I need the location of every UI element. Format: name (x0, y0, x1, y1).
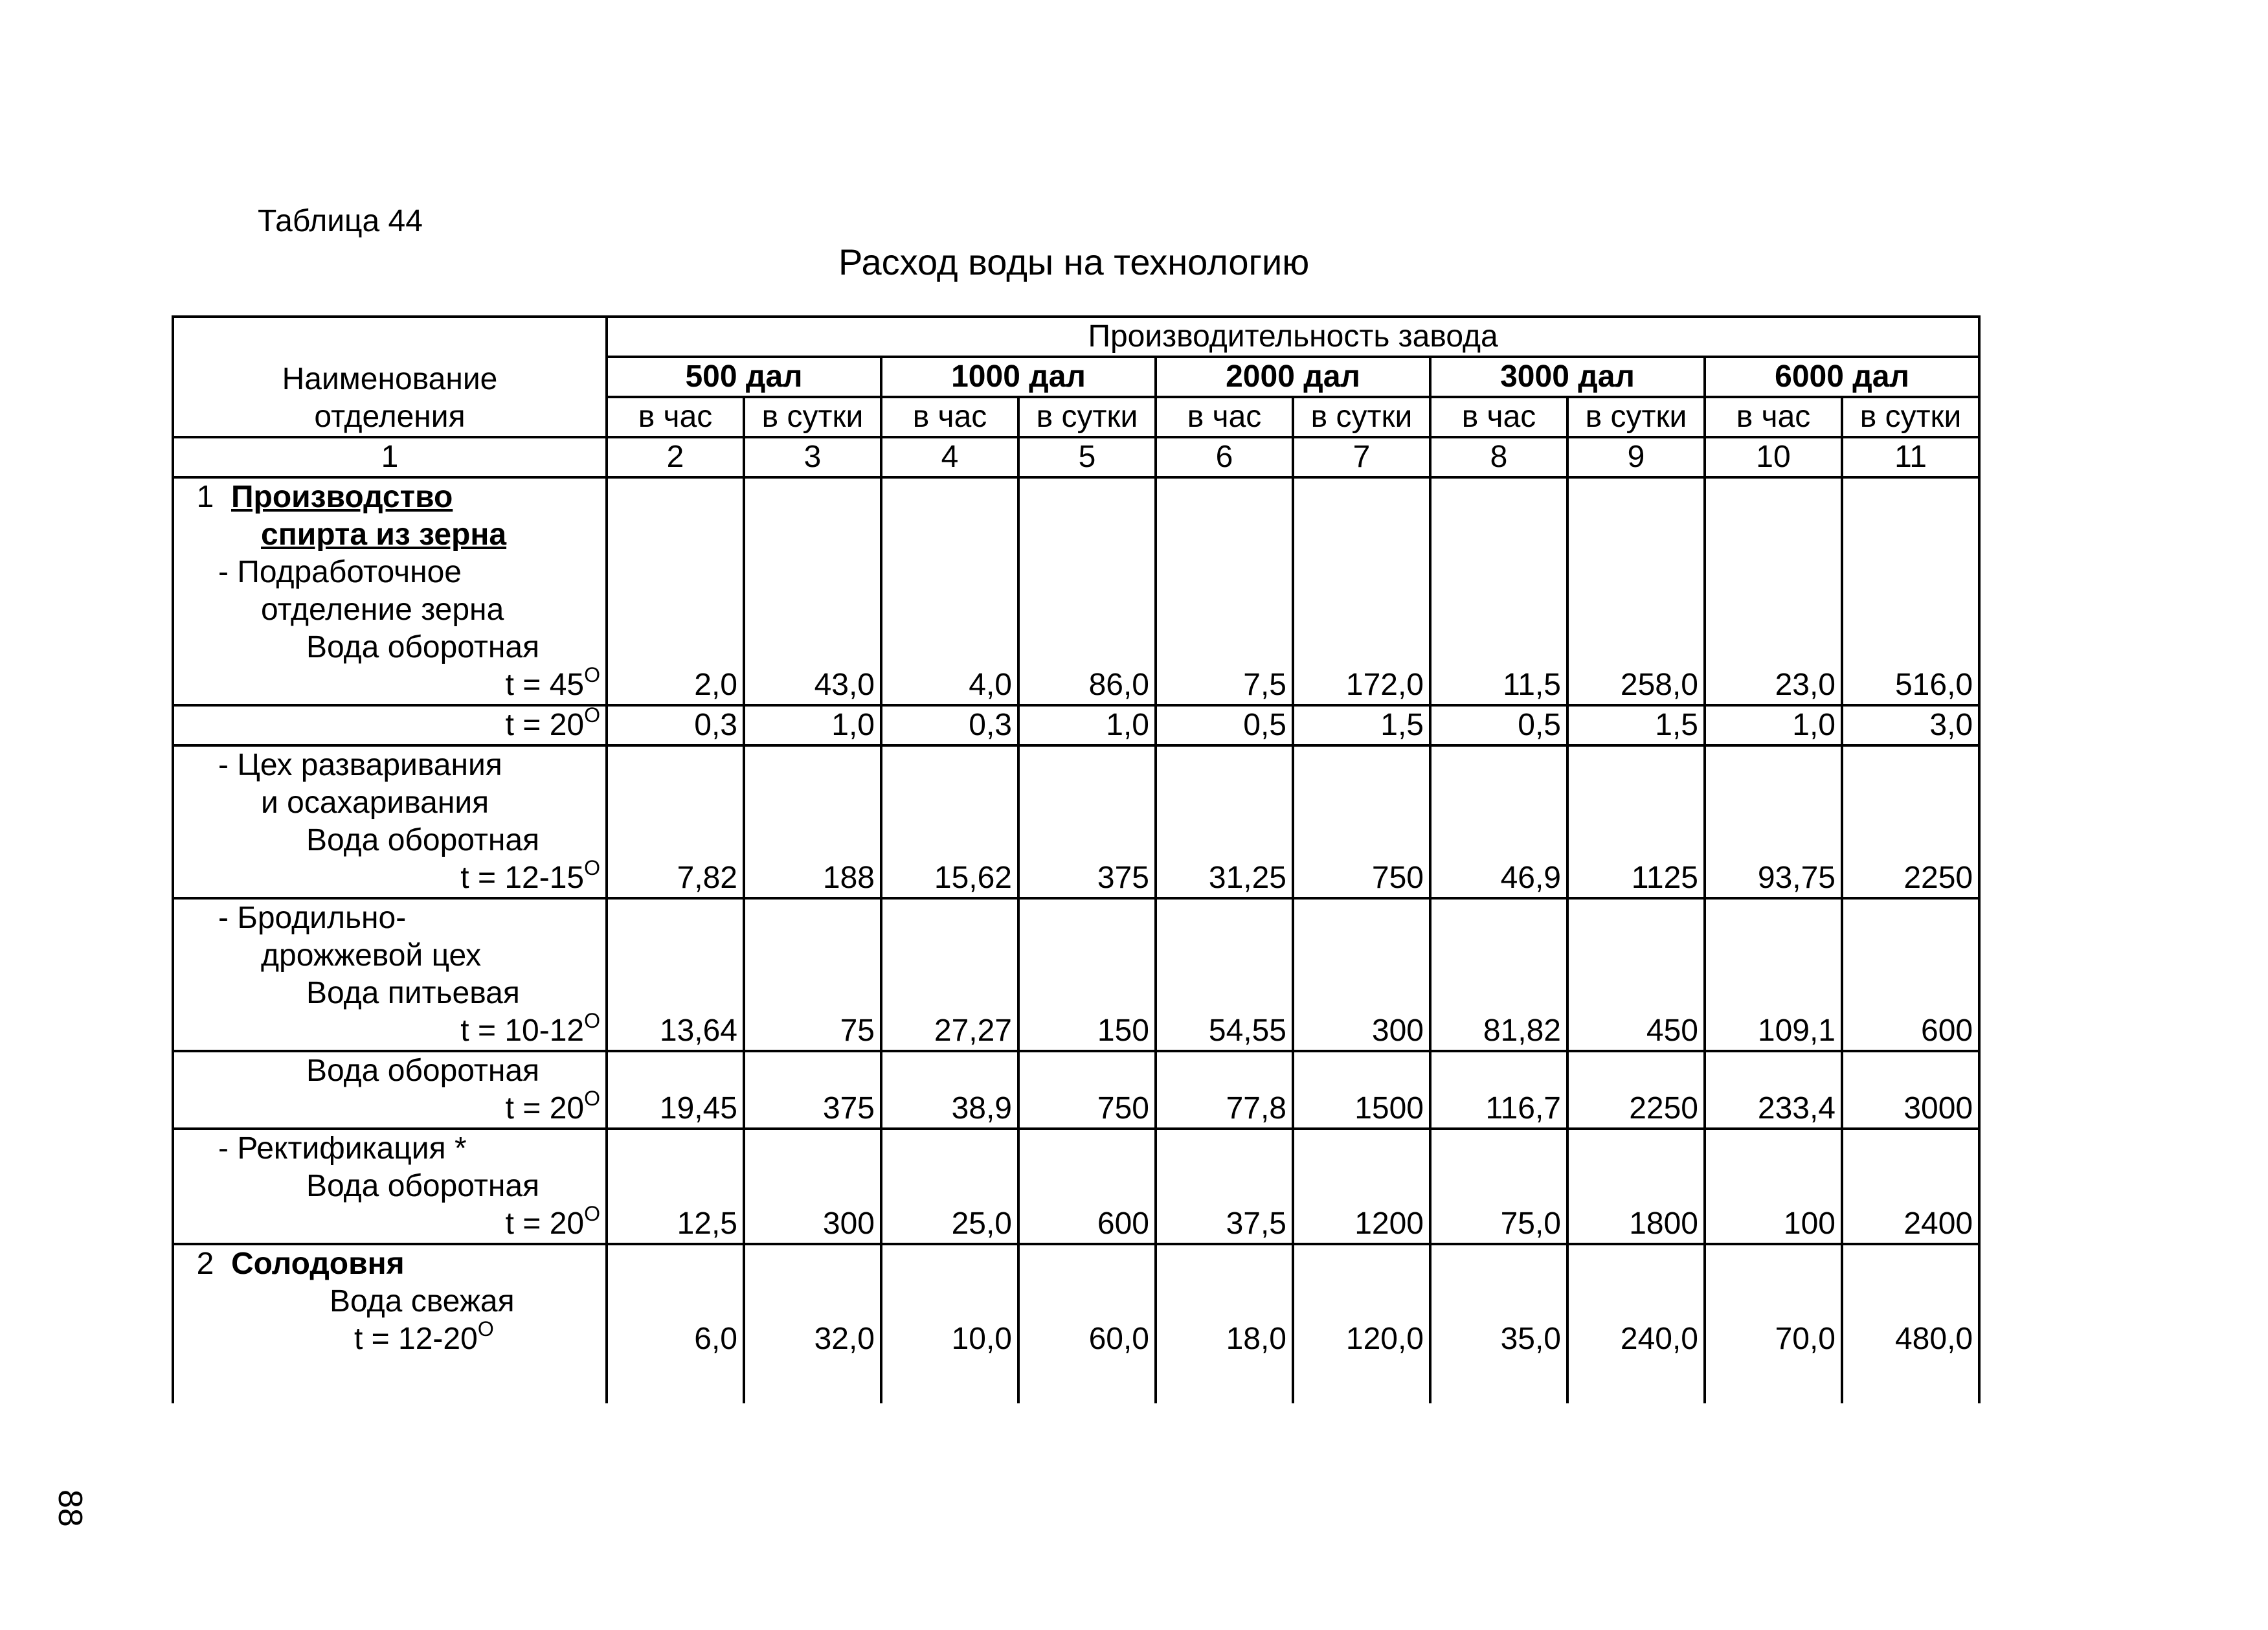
value-cell: 25,0 (881, 1129, 1018, 1244)
block-label: и осахаривания (261, 786, 489, 820)
column-number: 8 (1430, 437, 1567, 477)
value-cell: 1,0 (1705, 705, 1842, 745)
water-type: Вода оборотная (306, 630, 540, 664)
value-cell: 18,0 (1156, 1244, 1293, 1403)
header-per-hour: в час (1705, 397, 1842, 437)
section-title-line: спирта из зерна (261, 517, 507, 552)
header-capacity: Производительность завода (607, 317, 1979, 357)
data-row (173, 1051, 1979, 1129)
water-consumption-table (172, 315, 1981, 1403)
value-cell: 4,0 (881, 477, 1018, 705)
value-cell: 0,5 (1156, 705, 1293, 745)
column-number: 11 (1842, 437, 1979, 477)
value-cell: 13,64 (607, 898, 744, 1051)
header-per-day: в сутки (1018, 397, 1156, 437)
degree-symbol: O (584, 1202, 600, 1225)
header-group: 500 дал (607, 357, 881, 397)
table-body (173, 317, 1979, 1403)
value-cell: 75 (744, 898, 881, 1051)
header-name-line: отделения (314, 400, 466, 434)
temperature-label: $t = 10-12^O$ (460, 1009, 600, 1048)
value-cell: 27,27 (881, 898, 1018, 1051)
temperature-label: $t = 12-15^O$ (460, 856, 600, 895)
value-cell: 188 (744, 745, 881, 898)
column-number: 1 (173, 437, 607, 477)
column-number: 5 (1018, 437, 1156, 477)
value-cell: 600 (1842, 898, 1979, 1051)
column-number: 6 (1156, 437, 1293, 477)
value-cell: 60,0 (1018, 1244, 1156, 1403)
value-cell: 38,9 (881, 1051, 1018, 1129)
header-per-hour: в час (881, 397, 1018, 437)
value-cell: 31,25 (1156, 745, 1293, 898)
data-row (173, 898, 1979, 1051)
value-cell: 19,45 (607, 1051, 744, 1129)
value-cell: 1125 (1567, 745, 1705, 898)
page-number: 88 (51, 1489, 89, 1527)
data-row (173, 477, 1979, 705)
section-number: 1 (196, 480, 214, 514)
value-cell: 150 (1018, 898, 1156, 1051)
block-label: - Подработочное (218, 555, 462, 589)
value-cell: 258,0 (1567, 477, 1705, 705)
column-number: 9 (1567, 437, 1705, 477)
value-cell: 1800 (1567, 1129, 1705, 1244)
section-title: Солодовня (231, 1247, 405, 1281)
block-label: - Бродильно- (218, 901, 407, 935)
value-cell: 35,0 (1430, 1244, 1567, 1403)
value-cell: 750 (1293, 745, 1430, 898)
value-cell: 54,55 (1156, 898, 1293, 1051)
value-cell: 3000 (1842, 1051, 1979, 1129)
data-row (173, 745, 1979, 898)
water-type: Вода оборотная (306, 823, 540, 857)
table-label: Таблица 44 (258, 204, 423, 238)
value-cell: 11,5 (1430, 477, 1567, 705)
degree-symbol: O (584, 1087, 600, 1110)
value-cell: 1,5 (1567, 705, 1705, 745)
temperature-label: $t = 12-20^O$ (354, 1317, 494, 1356)
value-cell: 375 (744, 1051, 881, 1129)
row-name-cell (173, 1244, 607, 1403)
value-cell: 43,0 (744, 477, 881, 705)
degree-symbol: O (584, 1009, 600, 1032)
value-cell: 10,0 (881, 1244, 1018, 1403)
value-cell: 75,0 (1430, 1129, 1567, 1244)
value-cell: 1,5 (1293, 705, 1430, 745)
value-cell: 86,0 (1018, 477, 1156, 705)
value-cell: 46,9 (1430, 745, 1567, 898)
row-name-cell (173, 1051, 607, 1129)
value-cell: 516,0 (1842, 477, 1979, 705)
block-label: дрожжевой цех (261, 938, 482, 973)
value-cell: 23,0 (1705, 477, 1842, 705)
value-cell: 450 (1567, 898, 1705, 1051)
value-cell: 1,0 (744, 705, 881, 745)
value-cell: 109,1 (1705, 898, 1842, 1051)
header-group: 2000 дал (1156, 357, 1430, 397)
block-label: - Ректификация * (218, 1131, 467, 1166)
degree-symbol: O (584, 703, 600, 727)
value-cell: 100 (1705, 1129, 1842, 1244)
value-cell: 3,0 (1842, 705, 1979, 745)
temperature-label: $t = 20^O$ (505, 1202, 600, 1241)
water-type: Вода оборотная (306, 1054, 540, 1088)
value-cell: 6,0 (607, 1244, 744, 1403)
header-per-day: в сутки (1567, 397, 1705, 437)
header-per-day: в сутки (744, 397, 881, 437)
water-type: Вода оборотная (306, 1169, 540, 1203)
block-label: отделение зерна (261, 593, 504, 627)
header-per-hour: в час (607, 397, 744, 437)
value-cell: 7,82 (607, 745, 744, 898)
value-cell: 1200 (1293, 1129, 1430, 1244)
value-cell: 70,0 (1705, 1244, 1842, 1403)
section-1-title (179, 479, 600, 516)
section-number: 2 (196, 1247, 214, 1281)
data-row (173, 1244, 1979, 1403)
column-number: 3 (744, 437, 881, 477)
value-cell: 300 (1293, 898, 1430, 1051)
value-cell: 750 (1018, 1051, 1156, 1129)
temperature-label: $t = 20^O$ (505, 1087, 600, 1126)
row-name-cell (173, 1129, 607, 1244)
value-cell: 37,5 (1156, 1129, 1293, 1244)
value-cell: 600 (1018, 1129, 1156, 1244)
degree-symbol: O (584, 856, 600, 879)
value-cell: 93,75 (1705, 745, 1842, 898)
row-name-cell (173, 705, 607, 745)
value-cell: 0,3 (881, 705, 1018, 745)
header-per-hour: в час (1156, 397, 1293, 437)
column-numbers-row (173, 437, 1979, 477)
row-name-cell (173, 898, 607, 1051)
header-group: 3000 дал (1430, 357, 1705, 397)
value-cell: 81,82 (1430, 898, 1567, 1051)
temperature-label: $t = 45^O$ (505, 663, 600, 702)
section-title: Производство (231, 480, 453, 514)
degree-symbol: O (584, 663, 600, 686)
value-cell: 12,5 (607, 1129, 744, 1244)
header-group: 1000 дал (881, 357, 1156, 397)
column-number: 2 (607, 437, 744, 477)
value-cell: 375 (1018, 745, 1156, 898)
value-cell: 0,3 (607, 705, 744, 745)
column-number: 7 (1293, 437, 1430, 477)
degree-symbol: O (477, 1317, 494, 1341)
header-per-hour: в час (1430, 397, 1567, 437)
row-name-cell (173, 477, 607, 705)
column-number: 4 (881, 437, 1018, 477)
value-cell: 172,0 (1293, 477, 1430, 705)
water-type: Вода питьевая (306, 976, 520, 1010)
row-name-cell (173, 745, 607, 898)
value-cell: 240,0 (1567, 1244, 1705, 1403)
data-row (173, 1129, 1979, 1244)
value-cell: 7,5 (1156, 477, 1293, 705)
header-group: 6000 дал (1705, 357, 1979, 397)
value-cell: 0,5 (1430, 705, 1567, 745)
value-cell: 480,0 (1842, 1244, 1979, 1403)
header-row (173, 317, 1979, 357)
value-cell: 120,0 (1293, 1244, 1430, 1403)
value-cell: 32,0 (744, 1244, 881, 1403)
document-title: Расход воды на технологию (838, 242, 1310, 282)
value-cell: 1,0 (1018, 705, 1156, 745)
data-row (173, 705, 1979, 745)
header-per-day: в сутки (1293, 397, 1430, 437)
value-cell: 1500 (1293, 1051, 1430, 1129)
value-cell: 15,62 (881, 745, 1018, 898)
value-cell: 116,7 (1430, 1051, 1567, 1129)
value-cell: 2250 (1842, 745, 1979, 898)
value-cell: 2250 (1567, 1051, 1705, 1129)
header-name-line: Наименование (282, 362, 498, 396)
header-per-day: в сутки (1842, 397, 1979, 437)
value-cell: 300 (744, 1129, 881, 1244)
value-cell: 2,0 (607, 477, 744, 705)
value-cell: 77,8 (1156, 1051, 1293, 1129)
block-label: - Цех разваривания (218, 748, 502, 782)
value-cell: 233,4 (1705, 1051, 1842, 1129)
value-cell: 2400 (1842, 1129, 1979, 1244)
column-number: 10 (1705, 437, 1842, 477)
section-2-title (179, 1245, 600, 1283)
header-name-cell (173, 317, 607, 437)
water-type: Вода свежая (330, 1284, 515, 1319)
temperature-label: $t = 20^O$ (505, 703, 600, 742)
